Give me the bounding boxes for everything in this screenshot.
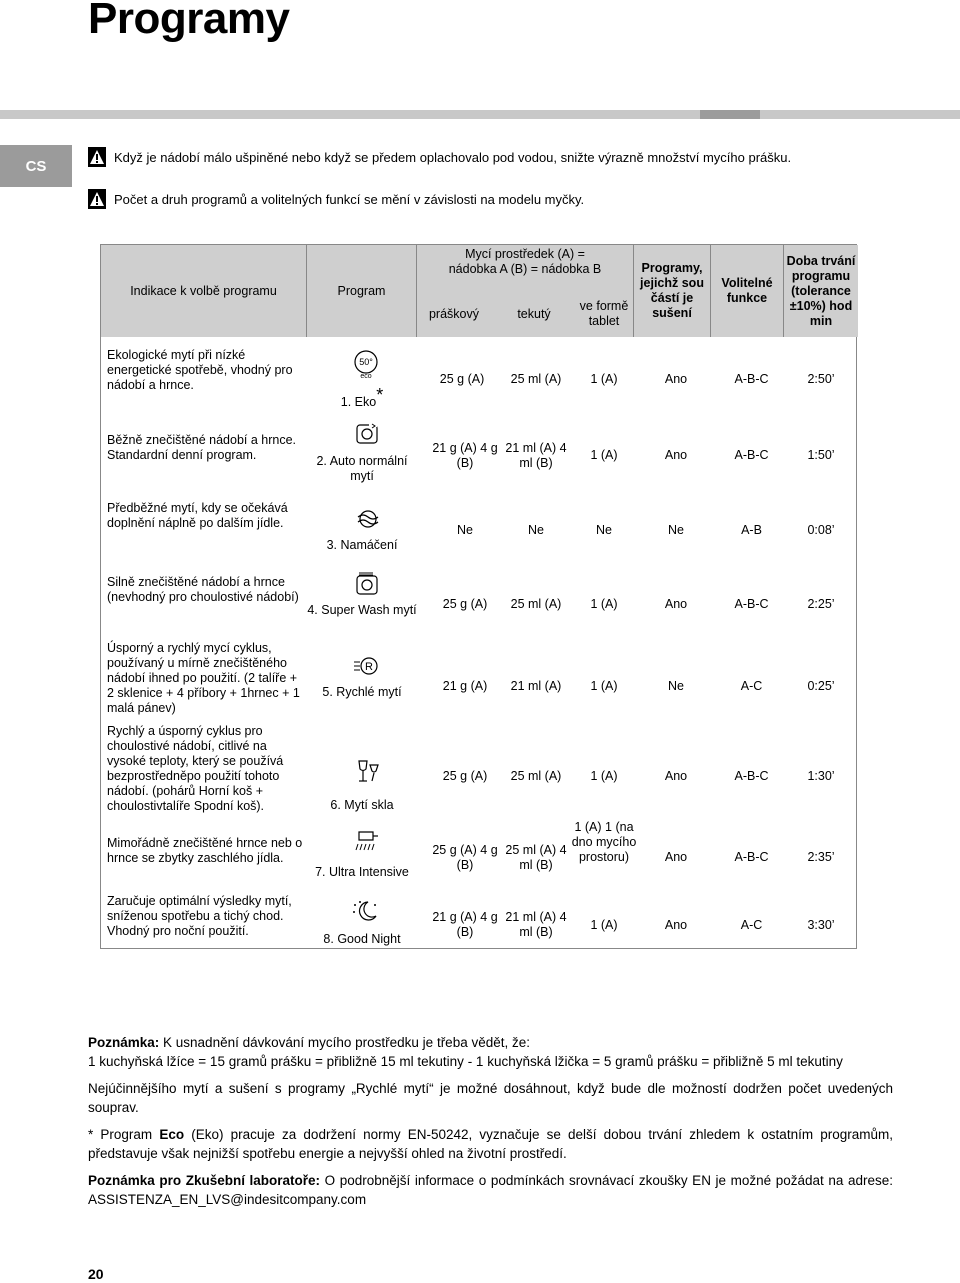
row-duration: 1:30’ [807, 769, 835, 783]
row-liquid: 25 ml (A) [510, 372, 562, 386]
notes [88, 1033, 893, 1217]
row-description: Zaručuje optimální výsledky mytí, sníženou spotřebu a tichý chod. Vhodný pro noční použití. [107, 894, 292, 938]
row-liquid: 21 ml (A) 4 ml (B) [505, 910, 567, 939]
header-powder: práškový [428, 307, 480, 321]
header-indication: Indikace k volbě programu [101, 245, 307, 337]
row-options: A-B-C [734, 850, 769, 864]
program-table [100, 244, 857, 949]
note-dosage [88, 1033, 893, 1071]
row-options: A-B-C [734, 372, 769, 386]
row-description: Ekologické mytí při nízké energetické spotřebě, vhodný pro nádobí a hrnce. [107, 348, 293, 392]
ultra-intensive-icon [353, 828, 381, 854]
svg-text:50°: 50° [359, 357, 373, 367]
note-laboratory [88, 1171, 893, 1209]
row-liquid: 21 ml (A) [510, 679, 562, 693]
warning-text: Když je nádobí málo ušpiněné nebo když se předem oplachovalo pod vodou, snižte výrazně množství mycího prášku. [114, 149, 792, 165]
note-text: K usnadnění dávkování mycího prostředku je třeba vědět, že: [159, 1035, 530, 1050]
row-options: A-B-C [734, 597, 769, 611]
header-liquid: tekutý [517, 307, 551, 321]
note-text: (Eko) pracuje za dodržení normy EN-50242, vyznačuje se delší dobou trvání zhledem k ostatním programům, představuje však nejnižší spotřebu energie a nejvyšší ohled na životní prostředí. [88, 1127, 893, 1161]
row-description: Úsporný a rychlý mycí cyklus, používaný u mírně znečištěného nádobí ihned po použití. (2 talíře + 2 sklenice + 4 příbory + 1hrnec + 1 malá pánev) [107, 641, 300, 715]
row-duration: 2:25’ [807, 597, 835, 611]
svg-text:eco: eco [360, 373, 372, 379]
row-liquid: 25 ml (A) 4 ml (B) [505, 843, 567, 872]
note-label: Poznámka: [88, 1035, 160, 1050]
row-powder: 21 g (A) 4 g (B) [432, 910, 498, 939]
rapid-icon [353, 655, 381, 677]
row-liquid: 25 ml (A) [510, 597, 562, 611]
eco-50-icon [353, 349, 379, 379]
row-duration: 2:50’ [807, 372, 835, 386]
row-duration: 2:35’ [807, 850, 835, 864]
row-tablet: 1 (A) [590, 448, 618, 462]
note-label: Poznámka pro Zkušební laboratoře: [88, 1173, 321, 1188]
row-tablet: 1 (A) 1 (na dno mycího prostoru) [571, 820, 637, 864]
program-star: * [376, 385, 384, 405]
header-duration: Doba trvání programu (tolerance ±10%) hod min [784, 245, 858, 337]
row-liquid: 25 ml (A) [510, 769, 562, 783]
row-powder: 25 g (A) [439, 372, 485, 386]
header-bar-segment [700, 110, 760, 119]
note-efficiency: Nejúčinnějšího mytí a sušení s programy „Rychlé mytí“ je možné dosáhnout, když bude dle možností dodržen počet uvedených souprav. [88, 1081, 893, 1115]
row-drying: Ano [664, 372, 688, 386]
row-options: A-C [740, 918, 763, 932]
row-program: 3. Namáčení [326, 538, 398, 552]
row-drying: Ano [664, 918, 688, 932]
row-description: Mimořádně znečištěné hrnce neb o hrnce se zbytky zaschlého jídla. [107, 836, 303, 865]
warning-2 [88, 189, 584, 209]
auto-normal-icon [355, 423, 381, 445]
row-powder: 25 g (A) [442, 597, 488, 611]
header-program: Program [307, 245, 417, 337]
good-night-icon [351, 899, 379, 925]
row-duration: 1:50’ [807, 448, 835, 462]
row-drying: Ano [664, 597, 688, 611]
row-options: A-B-C [734, 769, 769, 783]
header-tablet: ve formě tablet [579, 299, 629, 328]
header-detergent-label: Mycí prostředek (A) = nádobka A (B) = nádobka B [448, 247, 602, 276]
row-description: Silně znečištěné nádobí a hrnce (nevhodný pro choulostivé nádobí) [107, 575, 299, 604]
page-number: 20 [88, 1266, 104, 1282]
warning-1 [88, 147, 791, 167]
row-program: 7. Ultra Intensive [315, 865, 409, 879]
note-text: O podrobnější informace o podmínkách srovnávací zkoušky EN je možné požádat na adrese: ASSISTENZA_EN_LVS@indesitcompany.com [88, 1173, 893, 1207]
note-eco [88, 1125, 893, 1163]
row-description: Běžně znečištěné nádobí a hrnce. Standardní denní program. [107, 433, 297, 462]
row-tablet: Ne [596, 523, 612, 537]
row-drying: Ano [664, 448, 688, 462]
page-title: Programy [88, 0, 290, 43]
row-liquid: 21 ml (A) 4 ml (B) [505, 441, 567, 470]
row-options: A-C [740, 679, 763, 693]
row-description: Rychlý a úsporný cyklus pro choulostivé nádobí, citlivé na vysoké teploty, který se používá bezprostředněpo použití tohoto nádobí. (pohárů Horní koš + choulostivtalíře Spodní koš). [107, 724, 284, 813]
row-powder: 21 g (A) 4 g (B) [432, 441, 498, 470]
row-powder: 21 g (A) [442, 679, 488, 693]
row-liquid: Ne [528, 523, 544, 537]
row-drying: Ne [668, 523, 684, 537]
row-powder: Ne [457, 523, 473, 537]
row-program [307, 385, 417, 410]
program-label: 1. Eko [340, 395, 377, 410]
row-drying: Ano [664, 850, 688, 864]
row-tablet: 1 (A) [590, 918, 618, 932]
row-options: A-B [741, 523, 762, 537]
row-program: 2. Auto normální mytí [316, 454, 408, 483]
row-tablet: 1 (A) [590, 372, 618, 386]
warning-icon [88, 147, 106, 167]
row-powder: 25 g (A) 4 g (B) [432, 843, 498, 872]
row-program: 6. Mytí skla [330, 798, 394, 812]
row-description: Předběžné mytí, kdy se očekává doplnění náplně po dalším jídle. [107, 501, 288, 530]
note-text: * Program [88, 1127, 160, 1142]
note-text: 1 kuchyňská lžíce = 15 gramů prášku = přibližně 15 ml tekutiny - 1 kuchyňská lžička = 5 gramů prášku = přibližně 5 ml tekutiny [88, 1054, 843, 1069]
row-options: A-B-C [734, 448, 769, 462]
header-options: Volitelné funkce [711, 245, 784, 337]
note-eco-bold: Eco [159, 1127, 185, 1142]
row-powder: 25 g (A) [442, 769, 488, 783]
row-tablet: 1 (A) [590, 769, 618, 783]
row-drying: Ne [668, 679, 684, 693]
row-drying: Ano [664, 769, 688, 783]
row-program: 4. Super Wash mytí [307, 603, 417, 617]
super-wash-icon [355, 572, 381, 596]
language-tab: CS [0, 145, 72, 187]
header-drying: Programy, jejichž sou částí je sušení [634, 245, 711, 337]
row-program: 8. Good Night [323, 932, 401, 946]
row-duration: 3:30’ [807, 918, 835, 932]
row-duration: 0:08’ [807, 523, 835, 537]
svg-text:R: R [365, 661, 373, 673]
row-program: 5. Rychlé mytí [322, 685, 402, 699]
soak-icon [356, 507, 382, 531]
row-tablet: 1 (A) [590, 597, 618, 611]
warning-icon [88, 189, 106, 209]
warning-text: Počet a druh programů a volitelných funkcí se mění v závislosti na modelu myčky. [114, 191, 585, 207]
glass-icon [355, 759, 381, 785]
row-duration: 0:25’ [807, 679, 835, 693]
row-tablet: 1 (A) [590, 679, 618, 693]
header-bar [0, 110, 960, 119]
